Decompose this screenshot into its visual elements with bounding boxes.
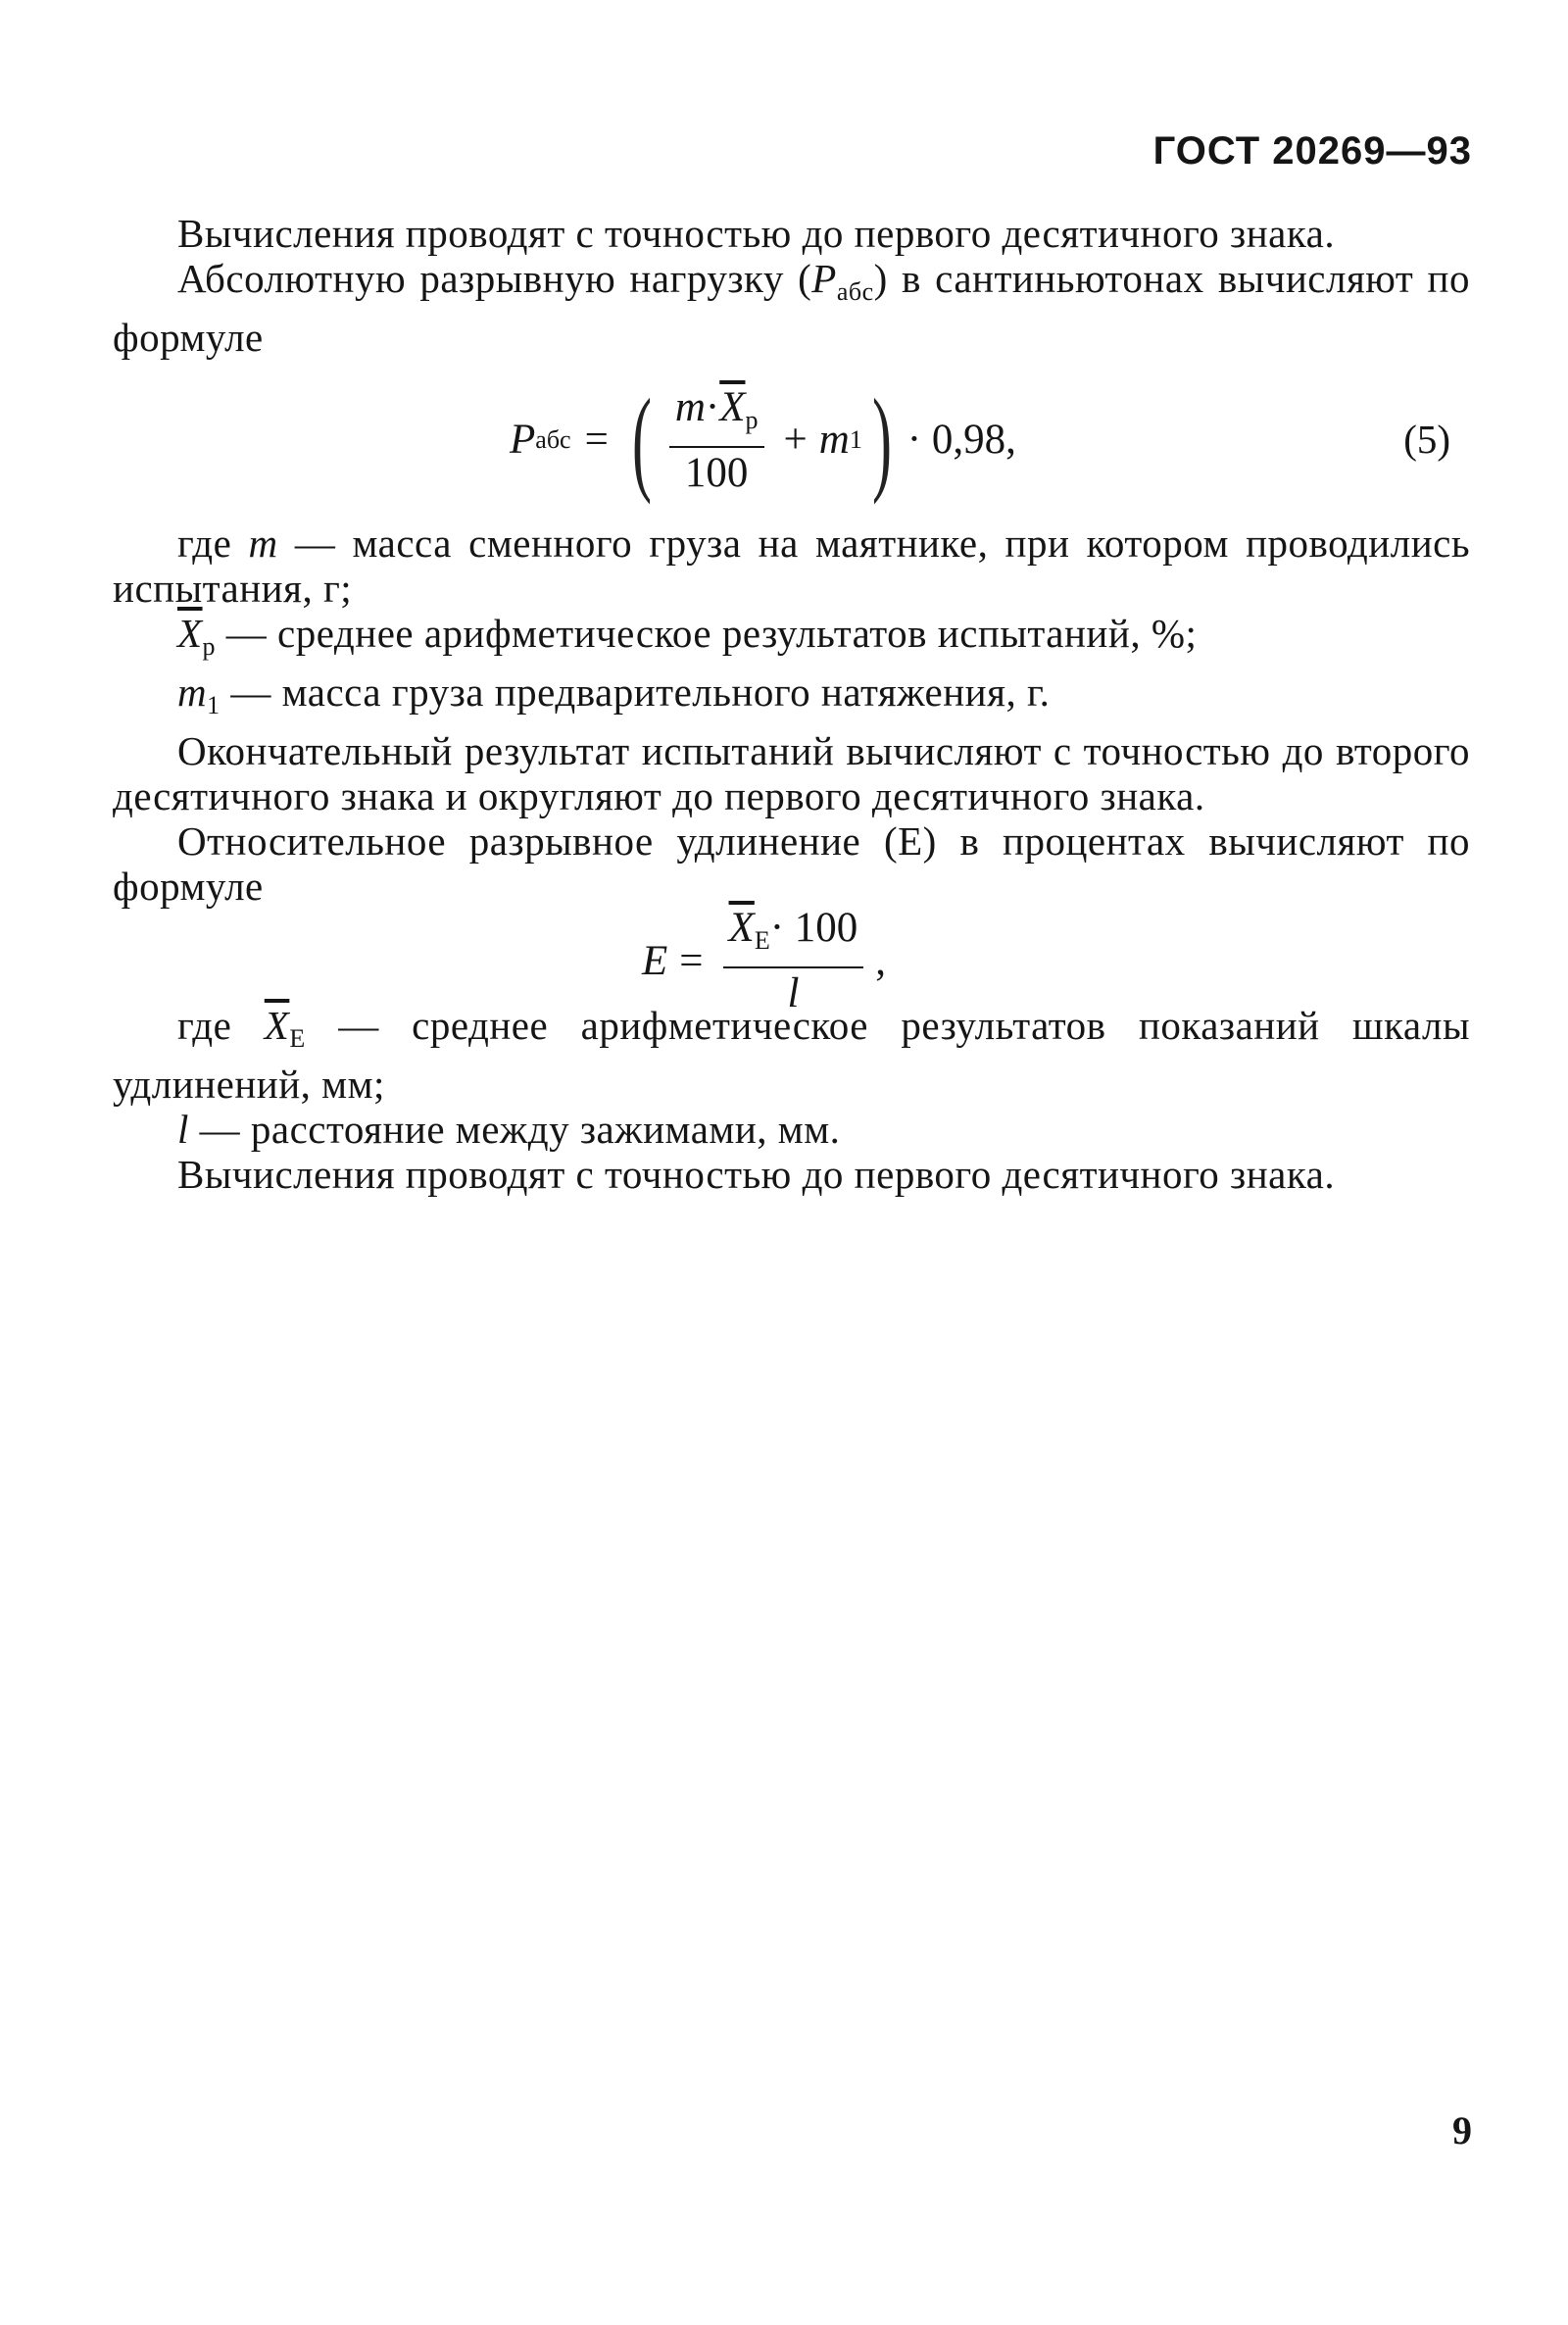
document-body — [113, 211, 1470, 1197]
where-xp — [113, 611, 1470, 669]
symbol-x-bar: $\overline{X}$ — [728, 905, 755, 951]
symbol-subscript: p — [745, 405, 759, 434]
where-m1 — [113, 669, 1470, 728]
plus-sign: + — [783, 417, 808, 463]
numerator-rest: · 100 — [769, 905, 858, 951]
left-paren: ( — [631, 374, 652, 505]
formula-5 — [113, 373, 1470, 511]
definition-text: — масса сменного груза на маятнике, при котором проводились испытания, г; — [113, 520, 1471, 611]
definition-text: — расстояние между зажимами, мм. — [199, 1107, 841, 1152]
where-label: где — [177, 520, 232, 566]
fraction — [723, 905, 864, 1017]
formula-lhs: E — [642, 937, 668, 984]
symbol-subscript: p — [202, 632, 217, 661]
symbol-m1: m — [818, 417, 850, 463]
paragraph-elongation: Относительное разрывное удлинение (Е) в процентах вычисляют по формуле — [113, 818, 1470, 909]
formula-tail: , — [875, 937, 887, 984]
paragraph-final-result: Окончательный результат испытаний вычисляют с точностью до второго десятичного знака и округляют до первого десятичного знака. — [113, 728, 1470, 818]
text-fragment: ) в сантиньютонах вычисляют по формуле — [113, 256, 1470, 360]
symbol-x-bar: $\overline{X}$ — [177, 611, 203, 656]
where-label: где — [177, 1003, 232, 1048]
formula-e-expression — [642, 905, 886, 1017]
page-number: 9 — [1452, 2108, 1472, 2152]
symbol-x-bar: $\overline{X}$ — [719, 383, 746, 430]
definition-text: — масса груза предварительного натяжения, г. — [230, 669, 1051, 715]
where-l — [113, 1107, 1470, 1152]
standard-header: ГОСТ 20269—93 — [1152, 129, 1472, 173]
symbol-m: m — [674, 383, 706, 430]
formula-e — [113, 905, 1470, 1016]
paragraph-precision-last: Вычисления проводят с точностью до первого десятичного знака. — [177, 1152, 1336, 1197]
right-paren: ) — [871, 374, 892, 505]
fraction-denominator: l — [787, 970, 800, 1016]
symbol-m1: m — [177, 669, 208, 715]
symbol-subscript: абс — [836, 277, 874, 306]
paragraph-absolute-load — [113, 256, 1470, 360]
equals-sign: = — [679, 937, 704, 984]
symbol-subscript: E — [754, 926, 770, 955]
dot-operator: · — [705, 383, 720, 430]
fraction — [669, 384, 764, 497]
formula-tail: · 0,98, — [906, 417, 1016, 463]
paragraph-precision: Вычисления проводят с точностью до первого десятичного знака. — [177, 211, 1336, 256]
symbol-x-bar: $\overline{X}$ — [264, 1003, 290, 1048]
fraction-denominator: 100 — [684, 449, 749, 496]
text-fragment: Абсолютную разрывную нагрузку ( — [177, 256, 812, 301]
equals-sign: = — [584, 417, 609, 463]
definition-text: — среднее арифметическое результатов показаний шкалы удлинений, мм; — [113, 1003, 1470, 1107]
formula-5-expression — [510, 374, 1016, 505]
symbol-m: m — [248, 520, 278, 566]
where-xe — [113, 1003, 1470, 1107]
symbol-subscript: 1 — [207, 691, 220, 719]
formula-lhs: P — [510, 417, 536, 463]
formula-number: (5) — [1403, 417, 1450, 462]
fraction-numerator — [723, 905, 864, 968]
definition-text: — среднее арифметическое результатов испытаний, %; — [225, 611, 1198, 656]
fraction-numerator — [669, 384, 764, 448]
symbol-p: P — [811, 256, 837, 301]
symbol-subscript: 1 — [849, 425, 862, 454]
symbol-l: l — [177, 1107, 189, 1152]
symbol-subscript: E — [289, 1024, 306, 1053]
where-m — [113, 520, 1470, 611]
formula-lhs-subscript: абс — [535, 425, 571, 454]
